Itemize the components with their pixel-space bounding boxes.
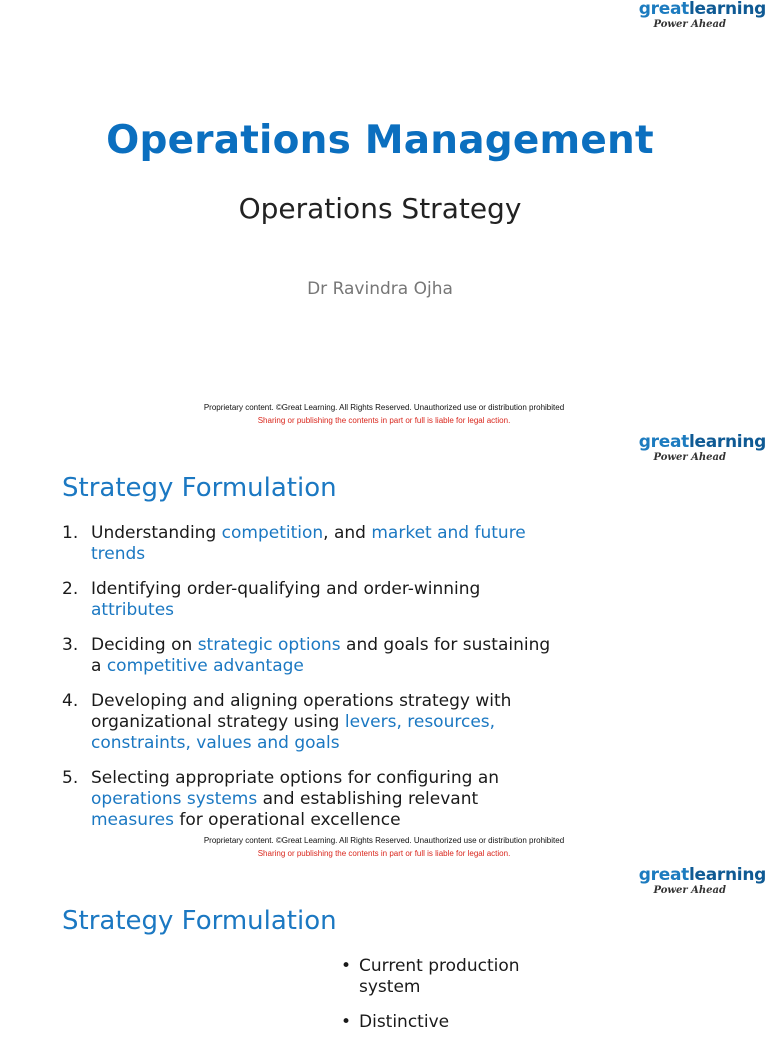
logo-great: great xyxy=(638,432,689,452)
highlighted-term: competitive advantage xyxy=(106,656,304,676)
slide-strategy-formulation-2 xyxy=(0,865,768,1032)
footer-legal-warning: Sharing or publishing the contents in part or full is liable for legal action. xyxy=(257,416,511,425)
list-text: Current production system xyxy=(359,956,520,997)
list-text: for operational excellence xyxy=(174,810,401,830)
list-number: 5. xyxy=(62,768,79,788)
logo-great: great xyxy=(638,865,689,885)
logo-learning: learning xyxy=(688,432,766,452)
bullet-list xyxy=(341,956,561,1047)
slide-strategy-formulation xyxy=(0,433,768,866)
list-item xyxy=(62,523,562,565)
list-text: and goals for sustaining a xyxy=(91,635,551,676)
slide-title xyxy=(0,0,768,433)
proprietary-footer xyxy=(0,836,768,859)
list-text: , and xyxy=(323,523,372,543)
logo-tagline: Power Ahead xyxy=(653,19,726,30)
list-item xyxy=(62,579,562,621)
logo-wordmark xyxy=(626,433,766,452)
logo-tagline: Power Ahead xyxy=(653,452,726,463)
course-title: Operations Management xyxy=(106,118,654,163)
list-text: and establishing relevant xyxy=(257,789,479,809)
list-item xyxy=(62,691,562,754)
list-item xyxy=(62,635,562,677)
list-text: Understanding xyxy=(91,523,222,543)
author-name: Dr Ravindra Ojha xyxy=(307,279,453,299)
numbered-list xyxy=(62,523,562,845)
list-text: Deciding on xyxy=(91,635,198,655)
logo-great: great xyxy=(638,0,689,19)
list-text: Identifying order-qualifying and order-winning xyxy=(91,579,481,599)
list-text: Selecting appropriate options for configuring an xyxy=(91,768,500,788)
course-subtitle: Operations Strategy xyxy=(238,192,522,225)
highlighted-term: levers, resources, constraints, values and goals xyxy=(91,712,496,753)
logo-wordmark xyxy=(626,866,766,885)
list-text: Developing and aligning operations strategy with organizational strategy using xyxy=(91,691,512,732)
bullet-icon: • xyxy=(341,1012,352,1032)
list-item xyxy=(62,768,562,831)
slide-heading: Strategy Formulation xyxy=(62,906,337,936)
highlighted-term: operations systems xyxy=(91,789,258,809)
footer-legal-warning: Sharing or publishing the contents in part or full is liable for legal action. xyxy=(257,849,511,858)
logo-learning: learning xyxy=(688,0,766,19)
list-number: 1. xyxy=(62,523,79,543)
list-number: 2. xyxy=(62,579,79,599)
logo-wordmark xyxy=(626,0,766,19)
proprietary-footer xyxy=(0,403,768,426)
highlighted-term: strategic options xyxy=(197,635,341,655)
highlighted-term: competition xyxy=(221,523,324,543)
slide-heading: Strategy Formulation xyxy=(62,473,337,503)
highlighted-term: measures xyxy=(91,810,174,830)
greatlearning-logo xyxy=(626,0,766,30)
list-text: Distinctive xyxy=(359,1012,450,1032)
footer-copyright: Proprietary content. ©Great Learning. All Rights Reserved. Unauthorized use or distribution prohibited xyxy=(203,403,565,412)
highlighted-term: market and future trends xyxy=(91,523,526,564)
list-item xyxy=(341,1012,561,1033)
logo-learning: learning xyxy=(688,865,766,885)
highlighted-term: attributes xyxy=(91,600,175,620)
greatlearning-logo xyxy=(626,433,766,463)
list-number: 4. xyxy=(62,691,79,711)
footer-copyright: Proprietary content. ©Great Learning. All Rights Reserved. Unauthorized use or distribution prohibited xyxy=(203,836,565,845)
list-item xyxy=(341,956,561,998)
bullet-icon: • xyxy=(341,956,352,976)
logo-tagline: Power Ahead xyxy=(653,885,726,896)
list-number: 3. xyxy=(62,635,79,655)
greatlearning-logo xyxy=(626,866,766,896)
